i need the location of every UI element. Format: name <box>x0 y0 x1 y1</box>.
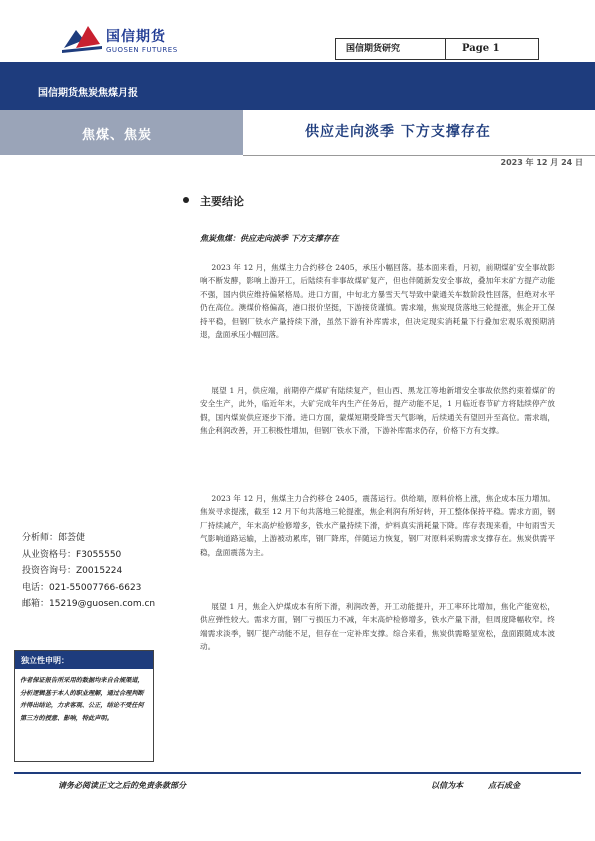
analyst-email-label: 邮箱： <box>22 599 50 609</box>
report-title: 供应走向淡季 下方支撑存在 <box>305 124 491 140</box>
paragraph-2: 展望 1 月，供应端，前期停产煤矿有陆续复产，但山西、黑龙江等地新增安全事故依然约束着煤矿的安全生产，此外，临近年末，大矿完成年内生产任务后，提产动能不足，1 月临近春节矿方将陆续停产放假，国内煤炭供应逐步下滑。进口方面，蒙煤短期受降雪天气影响，后续通关有望回升至高位。需求端，焦企利润改善，开工积极性增加，但钢厂铁水下滑，下游补库需求仍存，价格下方有支撑。 <box>200 386 555 436</box>
header-section-label: 国信期货研究 <box>336 39 446 59</box>
analyst-phone: 021-55007766-6623 <box>49 582 142 593</box>
analyst-name: 郎荟倢 <box>58 533 86 543</box>
logo-name-cn: 国信期货 <box>106 29 166 45</box>
footer-disclaimer: 请务必阅读正文之后的免责条款部分 <box>58 780 186 790</box>
company-logo <box>62 22 212 62</box>
analyst-phone-label: 电话： <box>22 582 50 593</box>
bullet-icon <box>183 197 189 203</box>
analyst-license-row <box>22 547 155 564</box>
page-number: Page 1 <box>462 43 500 54</box>
analyst-consult-label: 投资咨询号： <box>22 566 77 576</box>
analyst-consult-row <box>22 563 155 580</box>
declaration-title: 独立性申明： <box>15 651 153 669</box>
analyst-name-label: 分析师： <box>22 533 59 543</box>
title-divider <box>243 155 595 156</box>
analyst-name-row <box>22 530 155 547</box>
logo-name-en: GUOSEN FUTURES <box>106 46 178 54</box>
independence-declaration <box>14 650 154 762</box>
series-title: 国信期货焦炭焦煤月报 <box>38 88 138 99</box>
analyst-phone-row <box>22 580 155 597</box>
paragraph-4: 展望 1 月，焦企入炉煤成本有所下滑，利润改善，开工动能提升，开工率环比增加，焦化产能宽松，供应弹性较大。需求方面，钢厂亏损压力不减，年末高炉检修增多，铁水产量下滑，但周度降幅收窄。终端需求淡季，钢厂提产动能不足，但存在一定补库支撑。综合来看，焦炭供需略显宽松，盘面跟随成本波动。 <box>200 602 555 652</box>
declaration-body: 作者保证报告所采用的数据均来自合规渠道，分析逻辑基于本人的职业理解，通过合理判断并得出结论，力求客观、公正，结论不受任何第三方的授意、影响，特此声明。 <box>20 677 144 722</box>
footer-slogan-1: 以信为本 <box>431 780 463 790</box>
header-box <box>335 38 539 60</box>
analyst-email-row <box>22 596 155 613</box>
conclusion-subtitle: 焦炭焦煤：供应走向淡季 下方支撑存在 <box>200 233 339 243</box>
analyst-license: F3055550 <box>76 549 122 560</box>
analyst-info <box>22 530 155 613</box>
paragraph-3: 2023 年 12 月，焦煤主力合约移仓 2405，震荡运行。供给端，原料价格上涨，焦企成本压力增加。焦炭寻求提涨，截至 12 月下旬共落地三轮提涨，焦企利润有所好转，开工整体保持平稳。需求方面，钢厂持续减产，年末高炉检修增多，铁水产量持续下滑，炉料真实消耗量下降。库存表现来看，中旬雨雪天气影响道路运输，上游被动累库，钢厂降库，伴随运力恢复，钢厂对原料采购需求支撑存在。焦炭供需平稳，盘面震荡为主。 <box>200 494 555 557</box>
analyst-email[interactable]: 15219@guosen.com.cn <box>49 599 156 609</box>
analyst-consult: Z0015224 <box>76 566 123 576</box>
analyst-license-label: 从业资格号： <box>22 549 77 560</box>
logo-mark-icon <box>62 22 102 54</box>
paragraph-1: 2023 年 12 月，焦煤主力合约移仓 2405，承压小幅回落。基本面来看，月初，前期煤矿安全事故影响不断发酵，影响上游开工，后陆续有非事故煤矿复产，但也伴随新发安全事故，叠加年末矿方提产动能不强，国内供应维持偏紧格局。进口方面，中旬北方暴雪天气导致中蒙通关车数阶段性回落，但绝对水平仍在高位。澳煤价格偏高，港口报价坚挺，下游接货谨慎。需求端，焦炭现货落地三轮提涨，焦企开工保持平稳，但钢厂铁水产量持续下滑，虽然下游有补库需求，但决定现实消耗量下行叠加宏观乐观预期消退，盘面承压小幅回落。 <box>200 263 555 340</box>
report-date: 2023 年 12 月 24 日 <box>500 158 583 167</box>
footer-divider <box>14 772 581 774</box>
category-title: 焦煤、焦炭 <box>82 128 153 143</box>
footer-slogan-2: 点石成金 <box>488 780 520 790</box>
section-title: 主要结论 <box>200 195 244 208</box>
